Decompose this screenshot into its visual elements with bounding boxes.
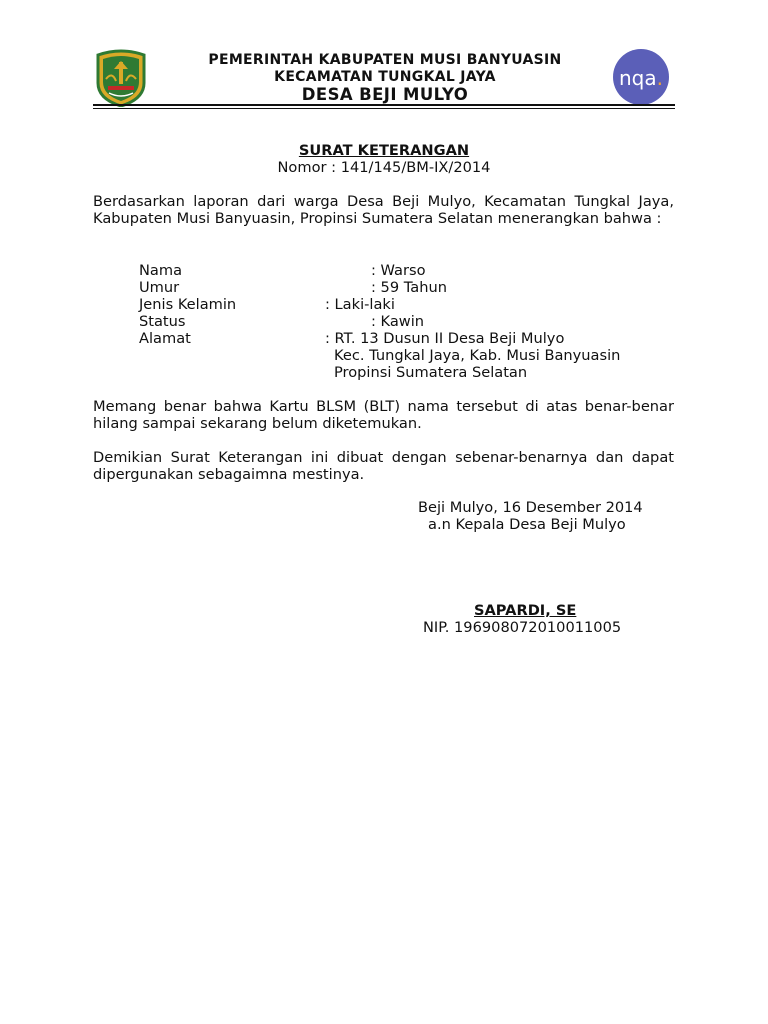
- letter-title: SURAT KETERANGAN: [298, 142, 470, 159]
- badge-dot: .: [656, 66, 663, 90]
- badge-text: nqa: [619, 66, 657, 90]
- header-district-line: KECAMATAN TUNGKAL JAYA: [274, 69, 496, 85]
- field-value-umur: : 59 Tahun: [371, 279, 447, 296]
- field-label-alamat: Alamat: [139, 330, 191, 347]
- body-paragraph-2: Demikian Surat Keterangan ini dibuat dengan sebenar-benarnya dan dapat dipergunakan sebagaimna mestinya.: [93, 449, 674, 483]
- field-value-alamat-line1: : RT. 13 Dusun II Desa Beji Mulyo: [325, 330, 565, 347]
- body-paragraph-1: Memang benar bahwa Kartu BLSM (BLT) nama tersebut di atas benar-benar hilang sampai sekarang belum diketemukan.: [93, 398, 674, 432]
- header-village-line: DESA BEJI MULYO: [301, 85, 469, 104]
- field-value-alamat-line3: Propinsi Sumatera Selatan: [334, 364, 528, 381]
- field-label-umur: Umur: [139, 279, 180, 296]
- regency-emblem-logo: [94, 49, 148, 107]
- place-date: Beji Mulyo, 16 Desember 2014: [418, 499, 643, 516]
- header-government-line: PEMERINTAH KABUPATEN MUSI BANYUASIN: [208, 52, 562, 68]
- header-rule-thick: [93, 104, 675, 106]
- field-label-status: Status: [139, 313, 186, 330]
- field-value-jenis-kelamin: : Laki-laki: [325, 296, 395, 313]
- field-value-alamat-line2: Kec. Tungkal Jaya, Kab. Musi Banyuasin: [334, 347, 621, 364]
- field-label-nama: Nama: [139, 262, 183, 279]
- field-label-jenis-kelamin: Jenis Kelamin: [139, 296, 237, 313]
- field-value-status: : Kawin: [371, 313, 425, 330]
- intro-paragraph: Berdasarkan laporan dari warga Desa Beji Mulyo, Kecamatan Tungkal Jaya, Kabupaten Musi Banyuasin, Propinsi Sumatera Selatan menerangkan bahwa :: [93, 193, 674, 227]
- signer-name: SAPARDI, SE: [474, 602, 577, 619]
- on-behalf-line: a.n Kepala Desa Beji Mulyo: [428, 516, 626, 533]
- nqa-badge-logo: [613, 49, 669, 105]
- field-value-nama: : Warso: [371, 262, 426, 279]
- letter-number: Nomor : 141/145/BM-IX/2014: [277, 159, 491, 176]
- signer-nip: NIP. 196908072010011005: [423, 619, 622, 636]
- header-rule-thin: [93, 108, 675, 109]
